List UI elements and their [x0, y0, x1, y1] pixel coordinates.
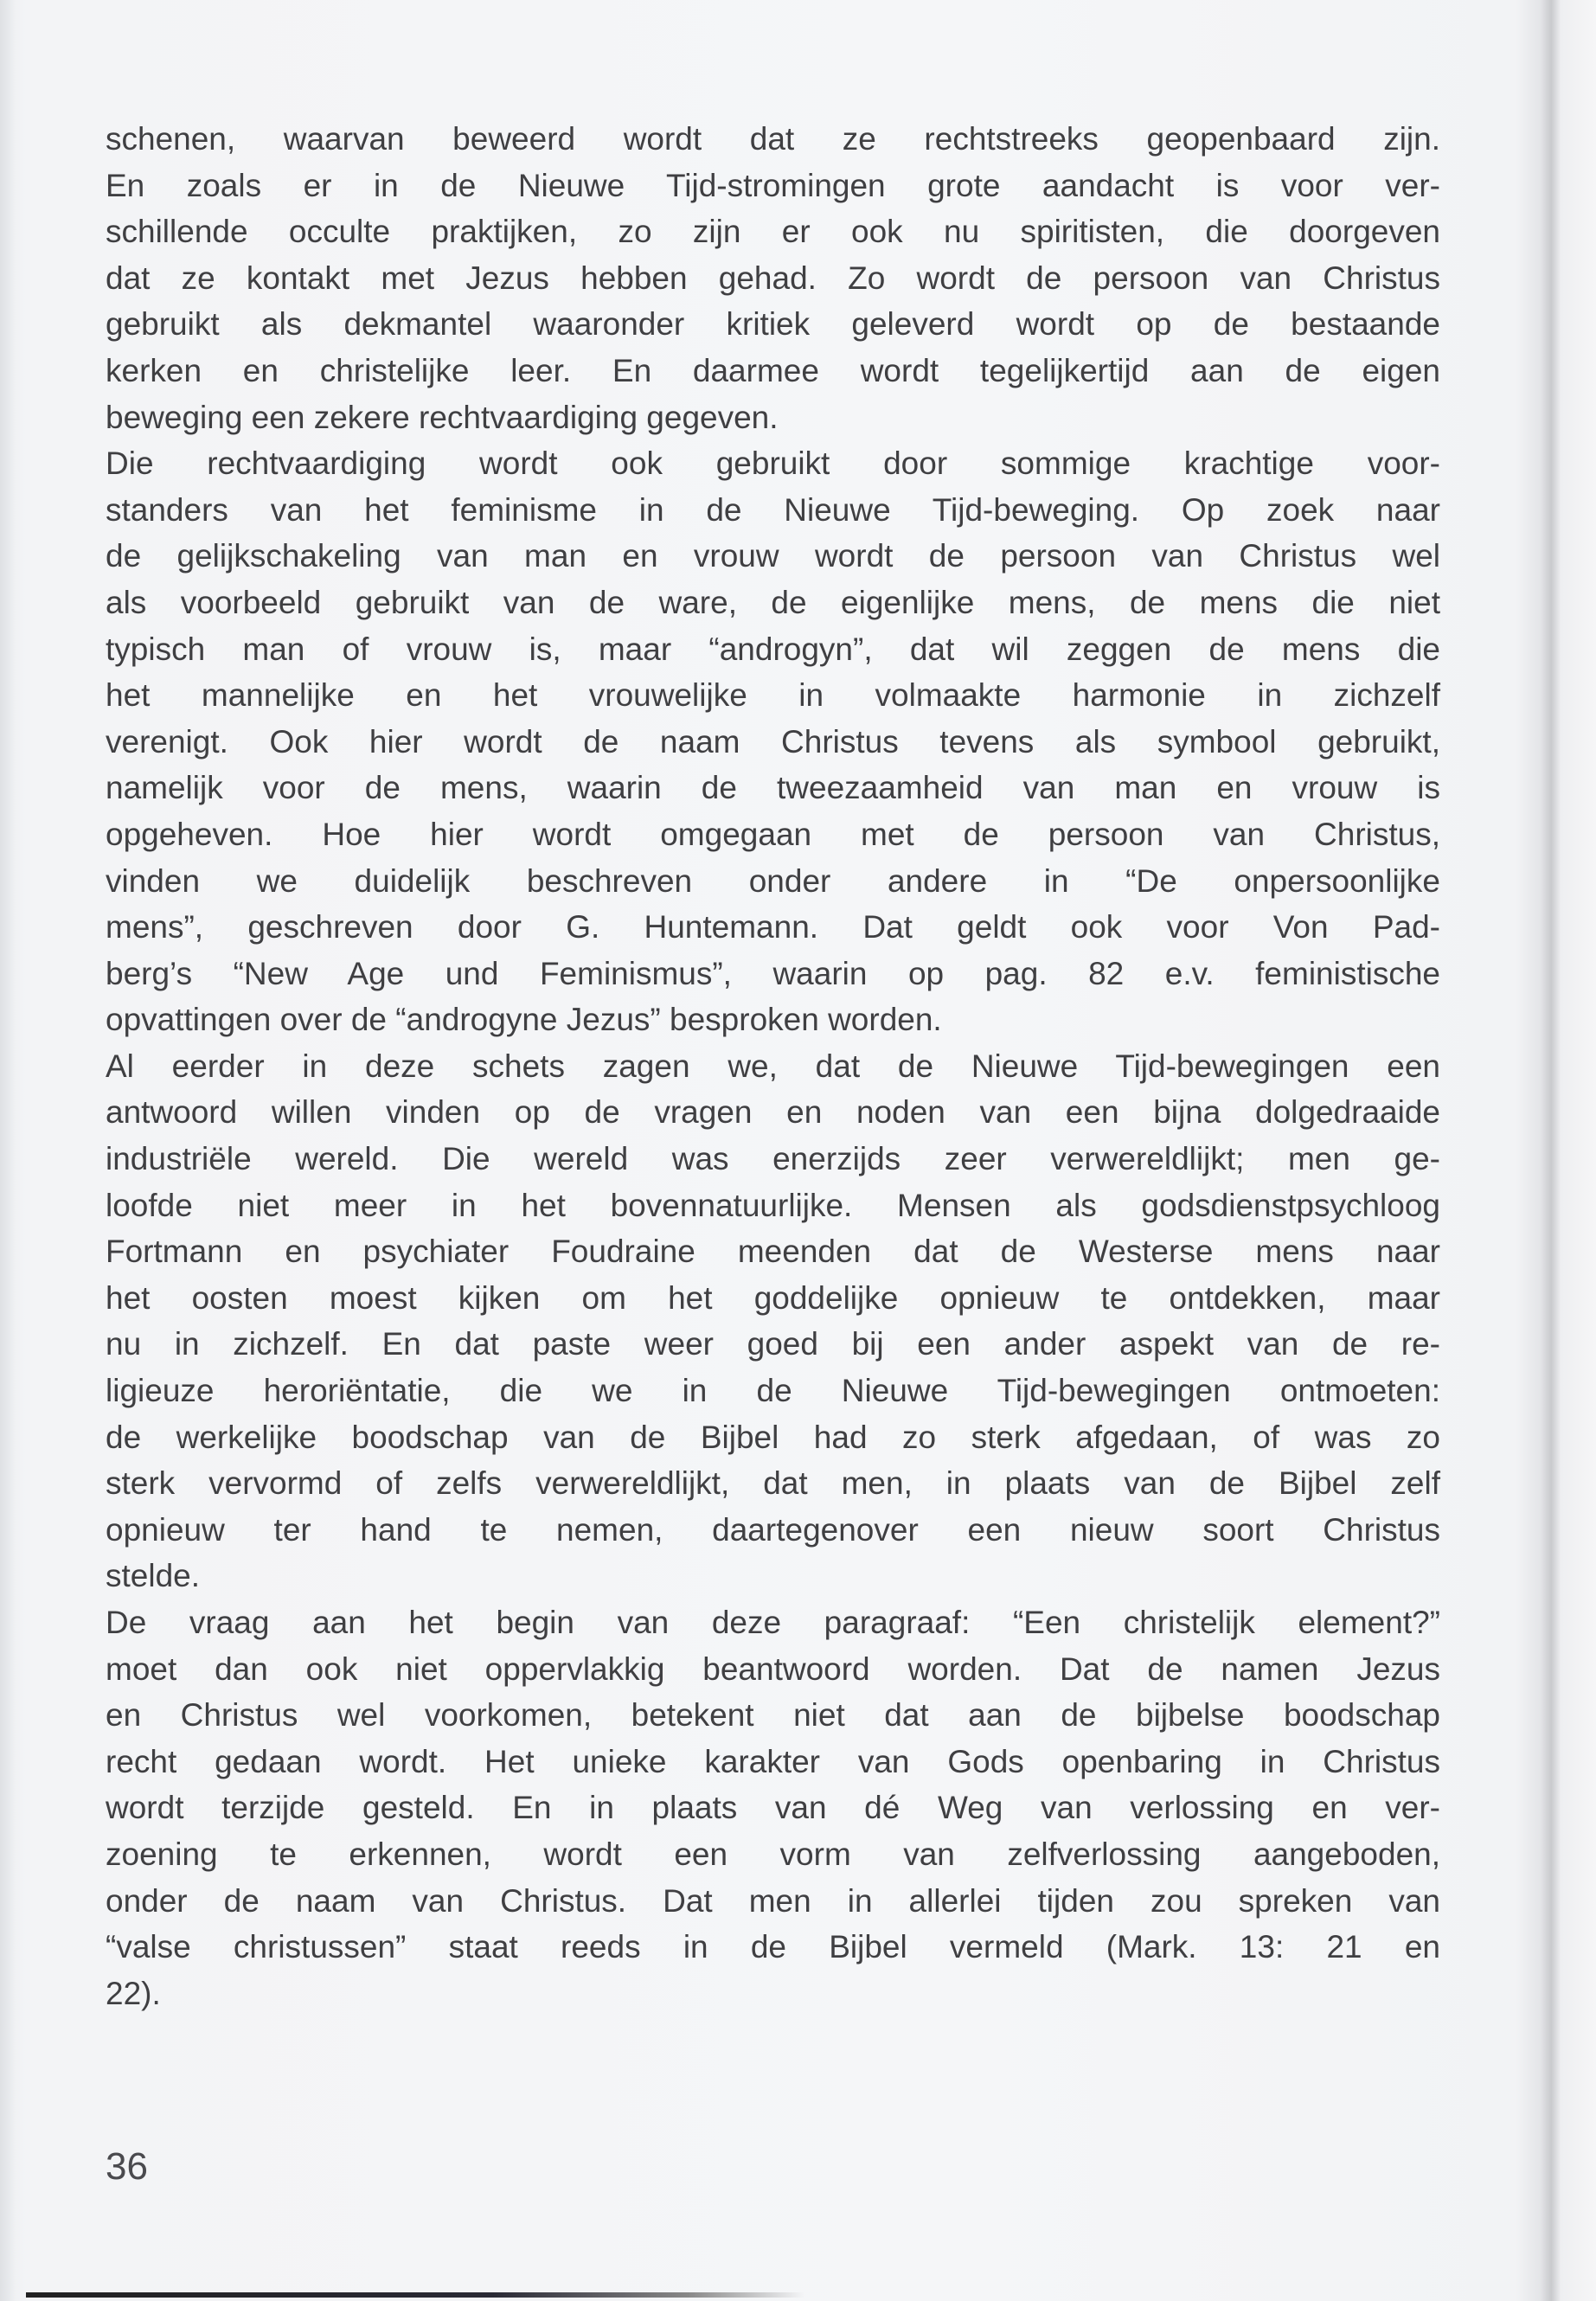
- paragraph: [106, 116, 1440, 440]
- text-line: standers van het feminisme in de Nieuwe Tijd-beweging. Op zoek naar: [106, 491, 1440, 528]
- text-line: en Christus wel voorkomen, betekent niet dat aan de bijbelse boodschap: [106, 1697, 1440, 1734]
- text-line: 22).: [106, 1975, 161, 2011]
- text-line: De vraag aan het begin van deze paragraaf: “Een christelijk element?”: [106, 1605, 1440, 1640]
- text-line: het oosten moest kijken om het goddelijke opnieuw te ontdekken, maar: [106, 1279, 1440, 1316]
- text-line: verenigt. Ook hier wordt de naam Christus tevens als symbool gebruikt,: [106, 723, 1440, 760]
- page-number: 36: [106, 2145, 148, 2188]
- text-line: berg’s “New Age und Feminismus”, waarin op pag. 82 e.v. feministische: [106, 955, 1440, 991]
- text-line: namelijk voor de mens, waarin de tweezaamheid van man en vrouw is: [106, 770, 1440, 806]
- text-line: beweging een zekere rechtvaardiging gegeven.: [106, 399, 779, 435]
- scan-bottom-edge: [26, 2292, 804, 2298]
- text-line: moet dan ook niet oppervlakkig beantwoord worden. Dat de namen Jezus: [106, 1650, 1440, 1687]
- paragraph: [106, 1043, 1440, 1599]
- text-line: ligieuze heroriëntatie, die we in de Nieuwe Tijd-bewegingen ontmoeten:: [106, 1373, 1440, 1409]
- text-line: mens”, geschreven door G. Huntemann. Dat geldt ook voor Von Pad-: [106, 909, 1440, 945]
- text-line: nu in zichzelf. En dat paste weer goed bij een ander aspekt van de re-: [106, 1326, 1440, 1362]
- text-line: het mannelijke en het vrouwelijke in volmaakte harmonie in zichzelf: [106, 677, 1440, 714]
- text-line: recht gedaan wordt. Het unieke karakter van Gods openbaring in Christus: [106, 1743, 1440, 1779]
- text-line: Fortmann en psychiater Foudraine meenden dat de Westerse mens naar: [106, 1234, 1440, 1270]
- text-line: gebruikt als dekmantel waaronder kritiek geleverd wordt op de bestaande: [106, 306, 1440, 343]
- text-line: de werkelijke boodschap van de Bijbel had zo sterk afgedaan, of was zo: [106, 1419, 1440, 1455]
- text-line: “valse christussen” staat reeds in de Bijbel vermeld (Mark. 13: 21 en: [106, 1929, 1440, 1965]
- text-line: antwoord willen vinden op de vragen en noden van een bijna dolgedraaide: [106, 1094, 1440, 1131]
- text-line: schenen, waarvan beweerd wordt dat ze rechtstreeks geopenbaard zijn.: [106, 121, 1440, 157]
- text-line: kerken en christelijke leer. En daarmee wordt tegelijkertijd aan de eigen: [106, 352, 1440, 388]
- paragraph: [106, 440, 1440, 1043]
- text-line: loofde niet meer in het bovennatuurlijke. Mensen als godsdienstpsychloog: [106, 1187, 1440, 1223]
- page-body-text: [106, 116, 1440, 2016]
- text-line: de gelijkschakeling van man en vrouw wordt de persoon van Christus wel: [106, 538, 1440, 574]
- text-line: zoening te erkennen, wordt een vorm van zelfverlossing aangeboden,: [106, 1836, 1440, 1872]
- text-line: typisch man of vrouw is, maar “androgyn”, dat wil zeggen de mens die: [106, 631, 1440, 667]
- text-line: schillende occulte praktijken, zo zijn er ook nu spiritisten, die doorgeven: [106, 214, 1440, 250]
- scan-edge-shadow: [0, 0, 16, 2301]
- text-line: wordt terzijde gesteld. En in plaats van dé Weg van verlossing en ver-: [106, 1790, 1440, 1826]
- text-line: En zoals er in de Nieuwe Tijd-stromingen grote aandacht is voor ver-: [106, 167, 1440, 203]
- text-line: onder de naam van Christus. Dat men in allerlei tijden zou spreken van: [106, 1882, 1440, 1919]
- text-line: opgeheven. Hoe hier wordt omgegaan met de persoon van Christus,: [106, 816, 1440, 852]
- text-line: stelde.: [106, 1558, 201, 1594]
- text-line: opnieuw ter hand te nemen, daartegenover een nieuw soort Christus: [106, 1511, 1440, 1548]
- text-line: sterk vervormd of zelfs verwereldlijkt, dat men, in plaats van de Bijbel zelf: [106, 1465, 1440, 1502]
- text-line: dat ze kontakt met Jezus hebben gehad. Zo wordt de persoon van Christus: [106, 260, 1440, 296]
- text-line: vinden we duidelijk beschreven onder andere in “De onpersoonlijke: [106, 862, 1440, 899]
- text-line: als voorbeeld gebruikt van de ware, de eigenlijke mens, de mens die niet: [106, 584, 1440, 620]
- text-line: industriële wereld. Die wereld was enerzijds zeer verwereldlijkt; men ge-: [106, 1141, 1440, 1177]
- text-line: Al eerder in deze schets zagen we, dat de Nieuwe Tijd-bewegingen een: [106, 1048, 1440, 1084]
- text-line: opvattingen over de “androgyne Jezus” besproken worden.: [106, 1002, 942, 1038]
- paragraph: [106, 1599, 1440, 2016]
- text-line: Die rechtvaardiging wordt ook gebruikt door sommige krachtige voor-: [106, 445, 1440, 482]
